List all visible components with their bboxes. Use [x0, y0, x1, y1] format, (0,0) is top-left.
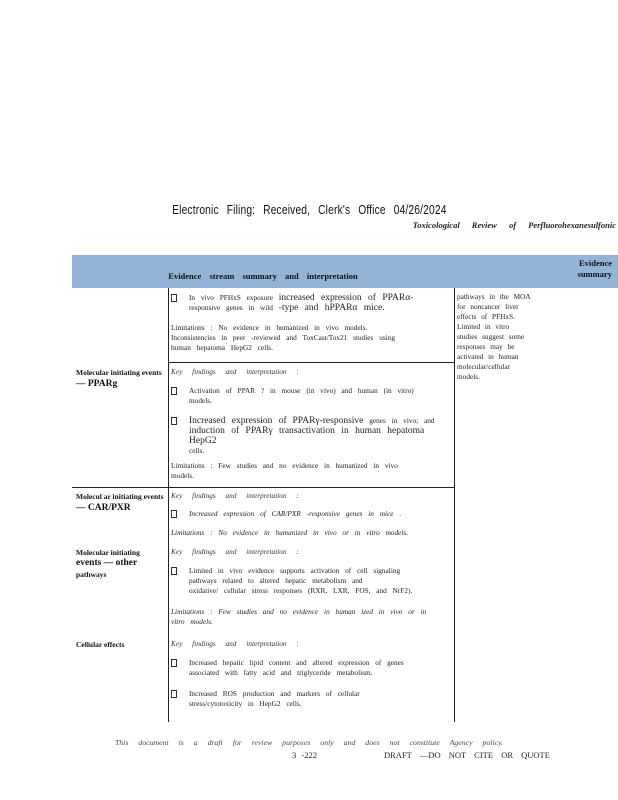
row-label-other-pathways: Molecular initiating events — other pathways: [76, 548, 140, 579]
page-number: 3 -222: [292, 750, 317, 760]
electronic-filing-stamp: Electronic Filing: Received, Clerk's Office 04/26/2024: [171, 203, 447, 217]
key-findings-heading: Key findings and interpretation :: [171, 367, 299, 376]
limitations-text: Limitations : Few studies and no evidence in humanized in vivo models.: [171, 461, 398, 480]
list-item: Increased expression of PPARγ-responsive genes in vivo; and induction of PPARγ transactivation in human hepatoma HepG2 cells.: [171, 416, 446, 456]
list-item: Increased ROS production and markers of cellular stress/cytotoxicity in HepG2 cells.: [171, 689, 446, 709]
row-label-car-pxr: Molecul ar initiating events — CAR/PXR: [76, 492, 164, 513]
list-item: In vivo PFHxS exposure increased expression of PPARα- responsive genes in wild -type and hPPARα mice.: [171, 293, 446, 313]
list-item: Activation of PPAR ? in mouse (in vivo) and human (in vitro) models.: [171, 386, 446, 406]
running-head: Toxicological Review of Perfluorohexanesulfonic: [412, 220, 616, 230]
limitations-text: Limitations : Few studies and no evidence in human ized in vivo or in vitro models.: [171, 607, 427, 626]
bullet-marker-icon: [171, 417, 177, 425]
bullet-marker-icon: [171, 567, 177, 575]
column-divider-right: [454, 288, 455, 722]
limitations-text: Limitations : No evidence in humanized in vivo or in vitro models.: [171, 528, 409, 537]
key-findings-heading: Key findings and interpretation :: [171, 491, 299, 500]
header-evidence-summary: Evidence summary: [577, 258, 612, 279]
row-label-cellular-effects: Cellular effects: [76, 640, 125, 649]
bullet-marker-icon: [171, 690, 177, 698]
bullet-marker-icon: [171, 510, 177, 518]
row-label-pparg: Molecular initiating events — PPARg: [76, 368, 162, 389]
row-divider-1: [168, 362, 454, 363]
evidence-summary-cell: pathways in the MOA for noncancer liver effects of PFHxS. Limited in vitro studies suggest some responses may be activated in human molecular/cellular models.: [457, 292, 531, 381]
list-item: Limited in vivo evidence supports activation of cell signaling pathways related to altered hepatic metabolism and oxidative/ cellular stress responses (RXR, LXR, FOS, and NrF2).: [171, 566, 446, 596]
key-findings-heading: Key findings and interpretation :: [171, 547, 299, 556]
key-findings-heading: Key findings and interpretation :: [171, 639, 299, 648]
limitations-text: Limitations : No evidence in humanized in vivo models. Inconsistencies in peer -reviewed and ToxCast/Tox21 studies using human hepatoma HepG2 cells.: [171, 323, 396, 352]
column-divider-left: [168, 288, 169, 722]
header-evidence-stream: Evidence stream summary and interpretation: [168, 271, 358, 281]
list-item: Increased hepatic lipid content and altered expression of genes associated with fatty acid and triglyceride metabolism.: [171, 658, 446, 678]
bullet-marker-icon: [171, 387, 177, 395]
bullet-marker-icon: [171, 659, 177, 667]
draft-disclaimer: This document is a draft for review purposes only and does not constitute Agency policy.: [114, 738, 504, 747]
list-item: Increased expression of CAR/PXR -responsive genes in mice .: [171, 509, 446, 519]
row-divider-2: [72, 487, 454, 488]
draft-notice: DRAFT —DO NOT CITE OR QUOTE: [384, 750, 550, 760]
bullet-marker-icon: [171, 294, 177, 302]
